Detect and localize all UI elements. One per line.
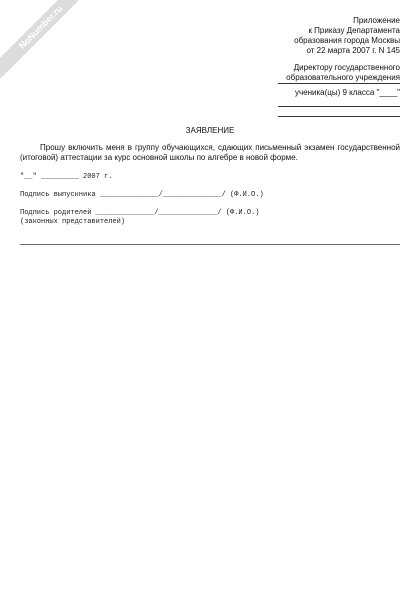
document-title: ЗАЯВЛЕНИЕ (185, 126, 235, 135)
department-name: образования города Москвы (294, 36, 400, 45)
appendix-header (200, 16, 400, 56)
addressee-block (200, 63, 400, 83)
date-line: "__" _________ 2007 г. (20, 173, 113, 181)
addressee-line-1: Директору государственного (293, 63, 400, 72)
addressee-line-2: образовательного учреждения (286, 73, 400, 82)
student-name-line-2 (278, 116, 400, 117)
watermark (0, 0, 78, 78)
parents-signature-line: Подпись родителей ______________/______________/ (Ф.И.О.) (20, 209, 260, 217)
appendix-label: Приложение (353, 16, 400, 25)
school-name-line (278, 83, 400, 84)
order-reference: к Приказу Департамента (308, 26, 400, 35)
student-name-line-1 (278, 106, 400, 107)
bottom-divider (20, 244, 400, 245)
application-text: Прошу включить меня в группу обучающихся, сдающих письменный экзамен государственной (итоговой) аттестации за курс основной школы по алгебре в новой форме. (20, 143, 400, 162)
graduate-signature-line: Подпись выпускника ______________/______________/ (Ф.И.О.) (20, 191, 264, 199)
order-date: от 22 марта 2007 г. N 145 (306, 46, 400, 55)
student-class-line: ученика(цы) 9 класса "____" (294, 88, 400, 97)
legal-representatives-note: (законных представителей) (20, 218, 126, 226)
watermark-text: NoNumber.ru (0, 0, 78, 78)
